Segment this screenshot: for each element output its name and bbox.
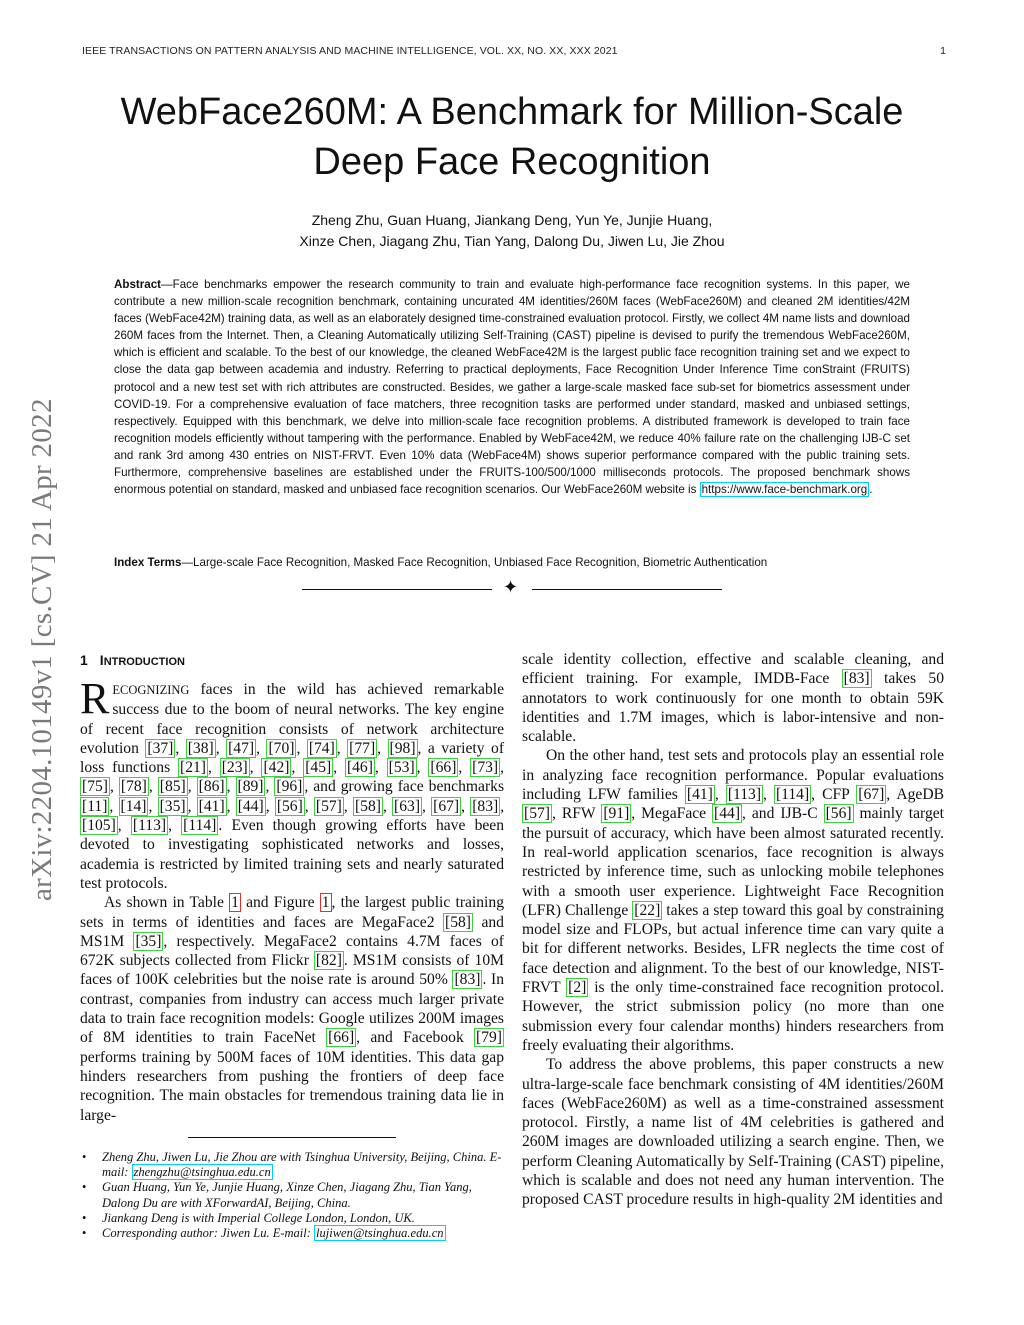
title-line-1: WebFace260M: A Benchmark for Million-Scale [120,91,904,133]
footnote-text: Zheng Zhu, Jiwen Lu, Jie Zhou are with Tsinghua University, Beijing, China. E-mail: [102,1150,502,1180]
email-link[interactable]: lujiwen@tsinghua.edu.cn [316,1226,444,1241]
citation-link[interactable]: [38] [187,739,214,757]
table-ref-link[interactable]: 1 [231,894,239,912]
citation-link[interactable]: [73] [472,759,499,777]
citation-link[interactable]: [35] [159,797,186,815]
citation-link[interactable]: [67] [433,797,460,815]
abstract-label: Abstract [114,278,162,291]
citation-link[interactable]: [113] [727,786,762,804]
bullet-icon: • [82,1226,87,1241]
p2-text-b: and Figure [240,894,320,912]
footnotes [80,1150,504,1241]
citation-link[interactable]: [46] [346,759,373,777]
intro-text-b: , a variety of loss functions [80,739,505,777]
citation-link[interactable]: [105] [82,817,116,835]
lfw-citations: [41] , [113] , [114] [686,786,810,804]
bench-citations: [11] , [14] , [35] , [41] , [44] , [56] , [57] , [58] , [63] , [67] , [83] , [105] , [113] , [114] [82,797,505,835]
footnote-item [80,1150,504,1180]
p2-text-d: and MS1M [80,913,504,950]
r2-text-b: , CFP [811,786,857,804]
citation-link[interactable]: [58] [354,797,381,815]
citation-link[interactable]: [45] [305,759,332,777]
footnote-item [80,1211,504,1226]
footnote-item [80,1226,504,1241]
citation-link[interactable]: [66] [430,759,457,777]
footnote-text: Guan Huang, Yun Ye, Junjie Huang, Xinze Chen, Jiagang Zhu, Tian Yang, Dalong Du are with XForwardAI, Beijing, China. [102,1180,472,1210]
separator-diamond-icon: ✦ [503,577,519,598]
citation-link[interactable]: [57] [524,805,550,823]
intro-paragraph-1 [80,674,505,893]
citation-link[interactable]: [42] [263,759,290,777]
citation-link[interactable]: [79] [476,1029,502,1047]
citation-link[interactable]: [47] [228,739,255,757]
p2-text-g: . In contrast, companies from industry can access much larger private data to train face recognition models: Google utilizes 200M images of 8M identities to train FaceNet [80,971,504,1047]
intro-text-c: , and growing face benchmarks [304,778,505,796]
r1-text-b: takes 50 annotators to work continuously for one month to obtain 59K identities and 1.7M images, which is labor-intensive and non-scalable. [522,670,944,746]
citation-link[interactable]: [22] [634,901,661,919]
citation-link[interactable]: [2] [568,979,587,997]
citation-link[interactable]: [113] [132,817,167,835]
footnote-text: Corresponding author: Jiwen Lu. E-mail: [102,1226,315,1241]
citation-link[interactable]: [57] [315,797,342,815]
citation-link[interactable]: [74] [308,739,335,757]
citation-link[interactable]: [89] [237,778,264,796]
citation-link[interactable]: [63] [394,797,421,815]
authors-line-2: Xinze Chen, Jiagang Zhu, Tian Yang, Dalong Du, Jiwen Lu, Jie Zhou [299,233,725,249]
section-title-first: I [99,652,104,668]
citation-link[interactable]: [83] [472,797,499,815]
r2-text-d: , RFW [551,805,602,823]
title-line-2: Deep Face Recognition [313,141,711,183]
citation-link[interactable]: [35] [135,932,162,950]
citation-link[interactable]: [70] [268,739,295,757]
intro-paragraph-2 [80,893,504,1125]
bullet-icon: • [82,1150,87,1164]
arch-citations: [37] , [38] , [47] , [70] , [74] , [77] , [98] [147,739,416,757]
r2-text-h: takes a step toward this goal by constraining model size and FLOPs, but actual inference time can vary quite a bit for different networks. Besides, LFR neglects the time cost of face detection and alignment. To the best of our knowledge, NIST-FRVT [522,901,944,997]
citation-link[interactable]: [114] [183,817,217,835]
p2-text-a: As shown in Table [104,894,230,912]
r1-text-a: scale identity collection, effective and scalable cleaning, and efficient training. For example, IMDB-Face [522,651,944,688]
smallcaps-word: ECOGNIZING [112,683,190,697]
citation-link[interactable]: [83] [454,971,481,989]
citation-link[interactable]: [98] [389,739,416,757]
figure-ref-link[interactable]: 1 [321,894,330,912]
citation-link[interactable]: [82] [315,952,342,970]
right-column [522,650,944,1210]
citation-link[interactable]: [56] [825,805,852,823]
section-title-rest: NTRODUCTION [103,656,185,668]
authors-line-1: Zheng Zhu, Guan Huang, Jiankang Deng, Yun Ye, Junjie Huang, [311,212,713,228]
citation-link[interactable]: [66] [328,1029,355,1047]
citation-link[interactable]: [56] [276,797,303,815]
citation-link[interactable]: [23] [221,759,248,777]
section-heading [80,650,504,670]
intro-text-a: faces in the wild has achieved remarkable success due to the boom of neural networks. The key engine of recent face recognition consists of network architecture evolution [80,681,504,757]
p2-text-f: . MS1M consists of 10M faces of 100K celebrities but the noise rate is around 50% [80,952,504,989]
index-terms-label: Index Terms [114,556,182,569]
citation-link[interactable]: [85] [159,778,186,796]
citation-link[interactable]: [114] [775,786,810,804]
footnote-text: Jiankang Deng is with Imperial College London, London, UK. [102,1210,415,1225]
r2-text-g: mainly target the pursuit of accuracy, which have been almost saturated recently. In real-world application scenarios, face recognition is always restricted by inference time, such as unlocking mobile telephones with a smooth user experience. Lightweight Face Recognition (LFR) Challenge [522,805,944,919]
left-column [80,650,504,1125]
citation-link[interactable]: [67] [858,786,885,804]
abstract-text: —Face benchmarks empower the research community to train and evaluate high-performance face recognition systems. In this paper, we contribute a new million-scale recognition benchmark, containing uncurated 4M identities/260M faces (WebFace260M) and cleaned 2M identities/42M faces (WebFace42M) training data, as well as an elaborately designed time-constrained evaluation protocol. Firstly, we collect 4M name lists and download 260M faces from the Internet. Then, a Cleaning Automatically utilizing Self-Training (CAST) pipeline is devised to purify the tremendous WebFace260M, which is efficient and scalable. To the best of our knowledge, the cleaned WebFace42M is the largest public face recognition training set and we expect to close the data gap between academia and industry. Referring to practical deployments, Face Recognition Under Inference Time conStraint (FRUITS) protocol and a new test set with rich attributes are constructed. Besides, we gather a large-scale masked face sub-set for biometrics assessment under COVID-19. For a comprehensive evaluation of face matchers, three recognition tasks are performed under standard, masked and unbiased settings, respectively. Equipped with this benchmark, we delve into million-scale face recognition problems. A distributed framework is developed to train face recognition models efficiently without tampering with the performance. Enabled by WebFace42M, we reduce 40% failure rate on the challenging IJB-C set and rank 3rd among 430 entries on NIST-FRVT. Even 10% data (WebFace4M) shows superior performance compared with the public training sets. Furthermore, comprehensive baselines are established under the FRUITS-100/500/1000 milliseconds protocols. The proposed benchmark shows enormous potential on standard, masked and unbiased face recognition scenarios. Our WebFace260M website is [114,278,910,497]
bullet-icon: • [82,1180,87,1195]
abstract-end: . [869,483,873,497]
r2-text-e: , MegaFace [631,805,713,823]
citation-link[interactable]: [44] [714,805,741,823]
citation-link[interactable]: [44] [237,797,264,815]
loss-citations: [21] , [23] , [42] , [45] , [46] , [53] , [66] , [73] , [75] , [78] , [85] , [86] , [89] , [96] [82,759,505,796]
right-paragraph-1 [522,650,944,746]
r2-text-a: On the other hand, test sets and protocols play an essential role in analyzing face recognition performance. Popular evaluations including LFW families [522,747,944,804]
abstract [114,276,910,498]
citation-link[interactable]: [78] [120,778,147,796]
email-link[interactable]: zhengzhu@tsinghua.edu.cn [133,1165,271,1180]
index-terms-text: —Large-scale Face Recognition, Masked Face Recognition, Unbiased Face Recognition, Biometric Authentication [181,556,768,569]
citation-link[interactable]: [41] [686,786,713,804]
p2-text-c: , the largest public training sets in terms of identities and faces are MegaFace2 [80,894,504,931]
right-paragraph-3: To address the above problems, this paper constructs a new ultra-large-scale face benchmark consisting of 4M identities/260M faces (WebFace260M) as well as a time-constrained assessment protocol. Firstly, a name list of 4M celebrities is gathered and 260M images are downloaded utilizing a search engine. Then, we perform Cleaning Automatically by Self-Training (CAST) pipeline, which is scalable and does not need any human intervention. The proposed CAST procedure results in high-quality 2M identities and [522,1056,944,1209]
citation-link[interactable]: [77] [349,739,376,757]
citation-link[interactable]: [96] [276,778,303,796]
citation-link[interactable]: [83] [843,670,870,688]
separator-line-right [532,589,722,590]
r2-text-f: , and IJB-C [742,805,824,823]
citation-link[interactable]: [14] [120,797,147,815]
citation-link[interactable]: [11] [82,797,108,815]
p2-text-e: , respectively. MegaFace2 contains 4.7M faces of 672K subjects collected from Flickr [80,932,504,970]
separator-line-left [302,589,492,590]
index-terms [114,555,910,571]
citation-link[interactable]: [86] [198,778,225,796]
citation-link[interactable]: [21] [180,759,206,777]
p2-text-h: , and Facebook [356,1029,475,1047]
r2-text-i: is the only time-constrained face recognition protocol. However, the strict submission policy (no more than one submission every four calendar months) hinders researchers from freely evaluating their algorithms. [522,979,944,1054]
paper-title [60,87,964,187]
citation-link[interactable]: [37] [147,739,174,757]
bullet-icon: • [82,1210,87,1225]
citation-link[interactable]: [91] [603,805,630,823]
citation-link[interactable]: [41] [198,797,225,815]
p2-text-i: performs training by 500M faces of 10M identities. This data gap hinders researchers from pushing the frontiers of deep face recognition. The main obstacles for tremendous training data lie in large- [80,1048,504,1124]
arxiv-stamp[interactable]: arXiv:2204.10149v1 [cs.CV] 21 Apr 2022 [26,398,58,902]
page-number: 1 [940,45,946,57]
citation-link[interactable]: [75] [82,778,108,796]
journal-header: IEEE TRANSACTIONS ON PATTERN ANALYSIS AND MACHINE INTELLIGENCE, VOL. XX, NO. XX, XXX 2021 [82,45,618,57]
website-link[interactable]: https://www.face-benchmark.org [701,483,868,497]
right-paragraph-2 [522,746,944,1055]
section-number: 1 [80,652,88,668]
drop-cap: R [80,674,110,723]
intro-text-d: . Even though growing efforts have been devoted to investigating sophisticated networks and losses, academia is restricted by limited training sets and nearly saturated test protocols. [80,817,505,892]
citation-link[interactable]: [53] [388,759,415,777]
footnote-item [80,1180,504,1210]
footnote-rule [188,1137,396,1138]
author-list [60,210,964,252]
r2-text-c: , AgeDB [886,786,944,804]
citation-link[interactable]: [58] [445,913,471,931]
